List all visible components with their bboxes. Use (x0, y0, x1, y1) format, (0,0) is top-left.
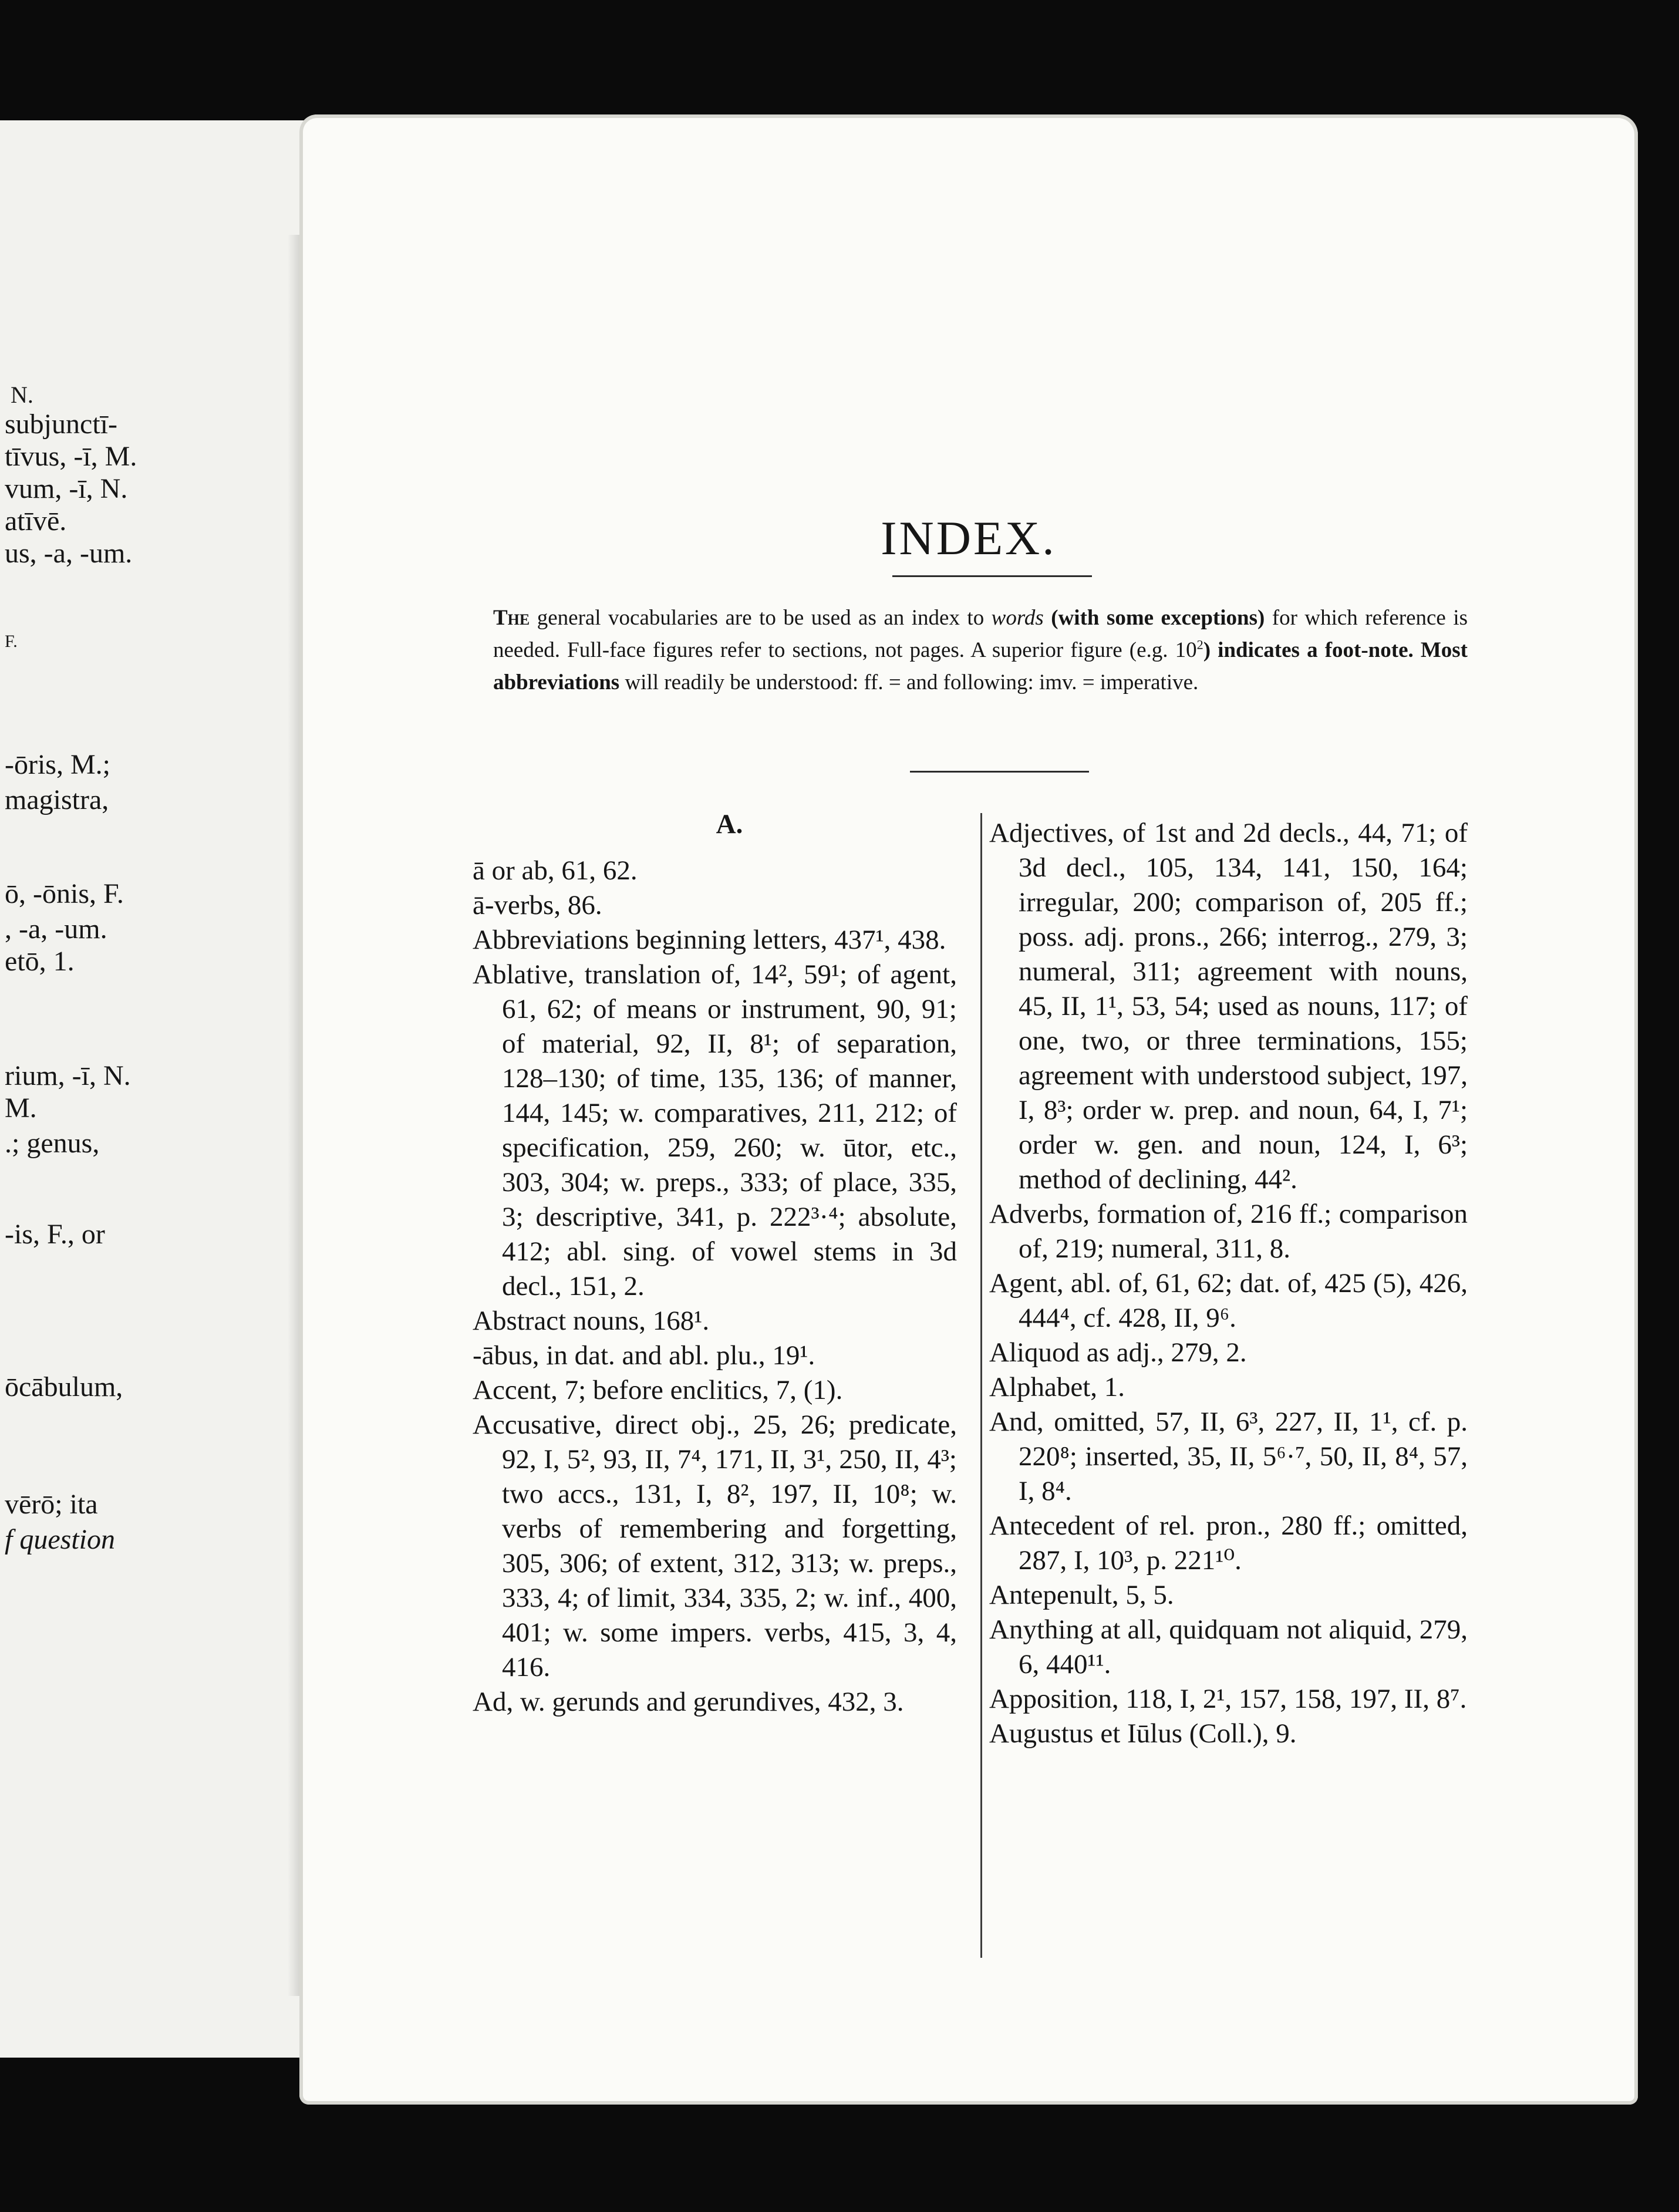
intro-sup: 2 (1196, 637, 1203, 652)
intro-text-bold: (with some exceptions) (1043, 606, 1265, 630)
index-entry: ā or ab, 61, 62. (473, 855, 638, 886)
index-entry: -ābus, in dat. and abl. plu., 19¹. (473, 1340, 815, 1371)
intro-text: for which reference is needed. Full-face figures refer to sections, not pages. A superior figure (e.g. 10 (493, 606, 1468, 662)
index-entry: Agent, abl. of, 61, 62; dat. of, 425 (5), 426, 444⁴, cf. 428, II, 9⁶. (989, 1268, 1468, 1333)
left-page-fragment: rium, -ī, N. (5, 1060, 131, 1091)
left-page-fragment: N. (11, 382, 33, 408)
index-entry: Apposition, 118, I, 2¹, 157, 158, 197, II, 8⁷. (989, 1684, 1467, 1714)
index-column-right (989, 816, 1468, 1751)
left-page-fragment: .; genus, (5, 1128, 100, 1159)
title-rule (892, 575, 1092, 577)
left-page-fragment: -is, F., or (5, 1219, 105, 1250)
column-divider (980, 813, 982, 1958)
index-entry: And, omitted, 57, II, 6³, 227, II, 1¹, cf. p. 220⁸; inserted, 35, II, 5⁶·⁷, 50, II, 8⁴, 57, I, 8⁴. (989, 1407, 1468, 1506)
index-entry: Abstract nouns, 168¹. (473, 1306, 710, 1336)
left-page-fragment: M. (5, 1092, 37, 1124)
letter-heading: A. (716, 809, 743, 839)
index-entry: Anything at all, quidquam not aliquid, 279, 6, 440¹¹. (989, 1614, 1468, 1680)
index-entry: Accusative, direct obj., 25, 26; predicate, 92, I, 5², 93, II, 7⁴, 171, II, 3¹, 250, II, 4³; two accs., 131, I, 8², 197, II, 10⁸; w. verbs of remembering and forgetting, 305, 306; of extent, 312, 313; w. preps., 333, 4; of limit, 334, 335, 2; w. inf., 400, 401; w. some impers. verbs, 415, 3, 4, 416. (473, 1410, 957, 1682)
index-entry: Alphabet, 1. (989, 1372, 1125, 1402)
left-page-fragment: atīvē. (5, 505, 67, 537)
left-page-fragment: vum, -ī, N. (5, 473, 128, 504)
left-page-fragment: , -a, -um. (5, 913, 107, 945)
index-entry: Antecedent of rel. pron., 280 ff.; omitted, 287, I, 10³, p. 221¹⁰. (989, 1510, 1468, 1576)
left-page-fragment: ō, -ōnis, F. (5, 878, 124, 909)
index-entry: Abbreviations beginning letters, 437¹, 438. (473, 925, 946, 955)
index-page (299, 114, 1638, 2105)
intro-paragraph (493, 602, 1468, 699)
index-entry: Adjectives, of 1st and 2d decls., 44, 71; of 3d decl., 105, 134, 141, 150, 164; irregular, 200; comparison of, 205 ff.; poss. adj. prons., 266; interrog., 279, 3; numeral, 311; agreement with nouns, 45, II, 1¹, 53, 54; used as nouns, 117; of one, two, or three terminations, 155; agreement with understood subject, 197, I, 8³; order w. prep. and noun, 64, I, 7¹; order w. gen. and noun, 124, I, 6³; method of declining, 44². (989, 818, 1468, 1195)
left-page-fragment: F. (5, 632, 18, 651)
index-entry: ā-verbs, 86. (473, 890, 602, 920)
page-title: INDEX. (881, 511, 1057, 565)
index-entry: Ablative, translation of, 14², 59¹; of agent, 61, 62; of means or instrument, 90, 91; of material, 92, II, 8¹; of separation, 128–130; of time, 135, 136; of manner, 144, 145; w. comparatives, 211, 212; of specification, 259, 260; w. ūtor, etc., 303, 304; w. preps., 333; of place, 335, 3; descriptive, 341, p. 222³·⁴; absolute, 412; abl. sing. of vowel stems in 3d decl., 151, 2. (473, 959, 957, 1301)
index-column-left (473, 807, 957, 1719)
intro-text-bold: ) indicates a foot-note. Most abbreviations (493, 638, 1468, 694)
intro-rule (910, 771, 1089, 773)
left-page-fragment: tīvus, -ī, M. (5, 441, 137, 472)
index-entry: Adverbs, formation of, 216 ff.; comparison of, 219; numeral, 311, 8. (989, 1199, 1468, 1264)
intro-text: general vocabularies are to be used as an index to (530, 606, 992, 630)
left-facing-page (0, 120, 308, 2058)
index-entry: Antepenult, 5, 5. (989, 1580, 1174, 1610)
left-page-fragment: vērō; ita (5, 1489, 98, 1520)
intro-lead: The (493, 606, 530, 630)
index-entry: Augustus et Iūlus (Coll.), 9. (989, 1718, 1297, 1749)
index-entry: Aliquod as adj., 279, 2. (989, 1337, 1247, 1368)
left-page-fragment: magistra, (5, 784, 109, 815)
left-page-fragment: ōcābulum, (5, 1371, 123, 1402)
left-page-fragment: f question (5, 1524, 115, 1555)
left-page-fragment: subjunctī- (5, 409, 117, 440)
intro-text: will readily be understood: ff. = and following: imv. = imperative. (619, 670, 1199, 694)
left-page-fragment: etō, 1. (5, 946, 75, 977)
index-entry: Accent, 7; before enclitics, 7, (1). (473, 1375, 843, 1405)
intro-words: words (991, 606, 1044, 630)
left-page-fragment: -ōris, M.; (5, 749, 110, 780)
index-entry: Ad, w. gerunds and gerundives, 432, 3. (473, 1687, 904, 1717)
left-page-fragment: us, -a, -um. (5, 538, 133, 569)
